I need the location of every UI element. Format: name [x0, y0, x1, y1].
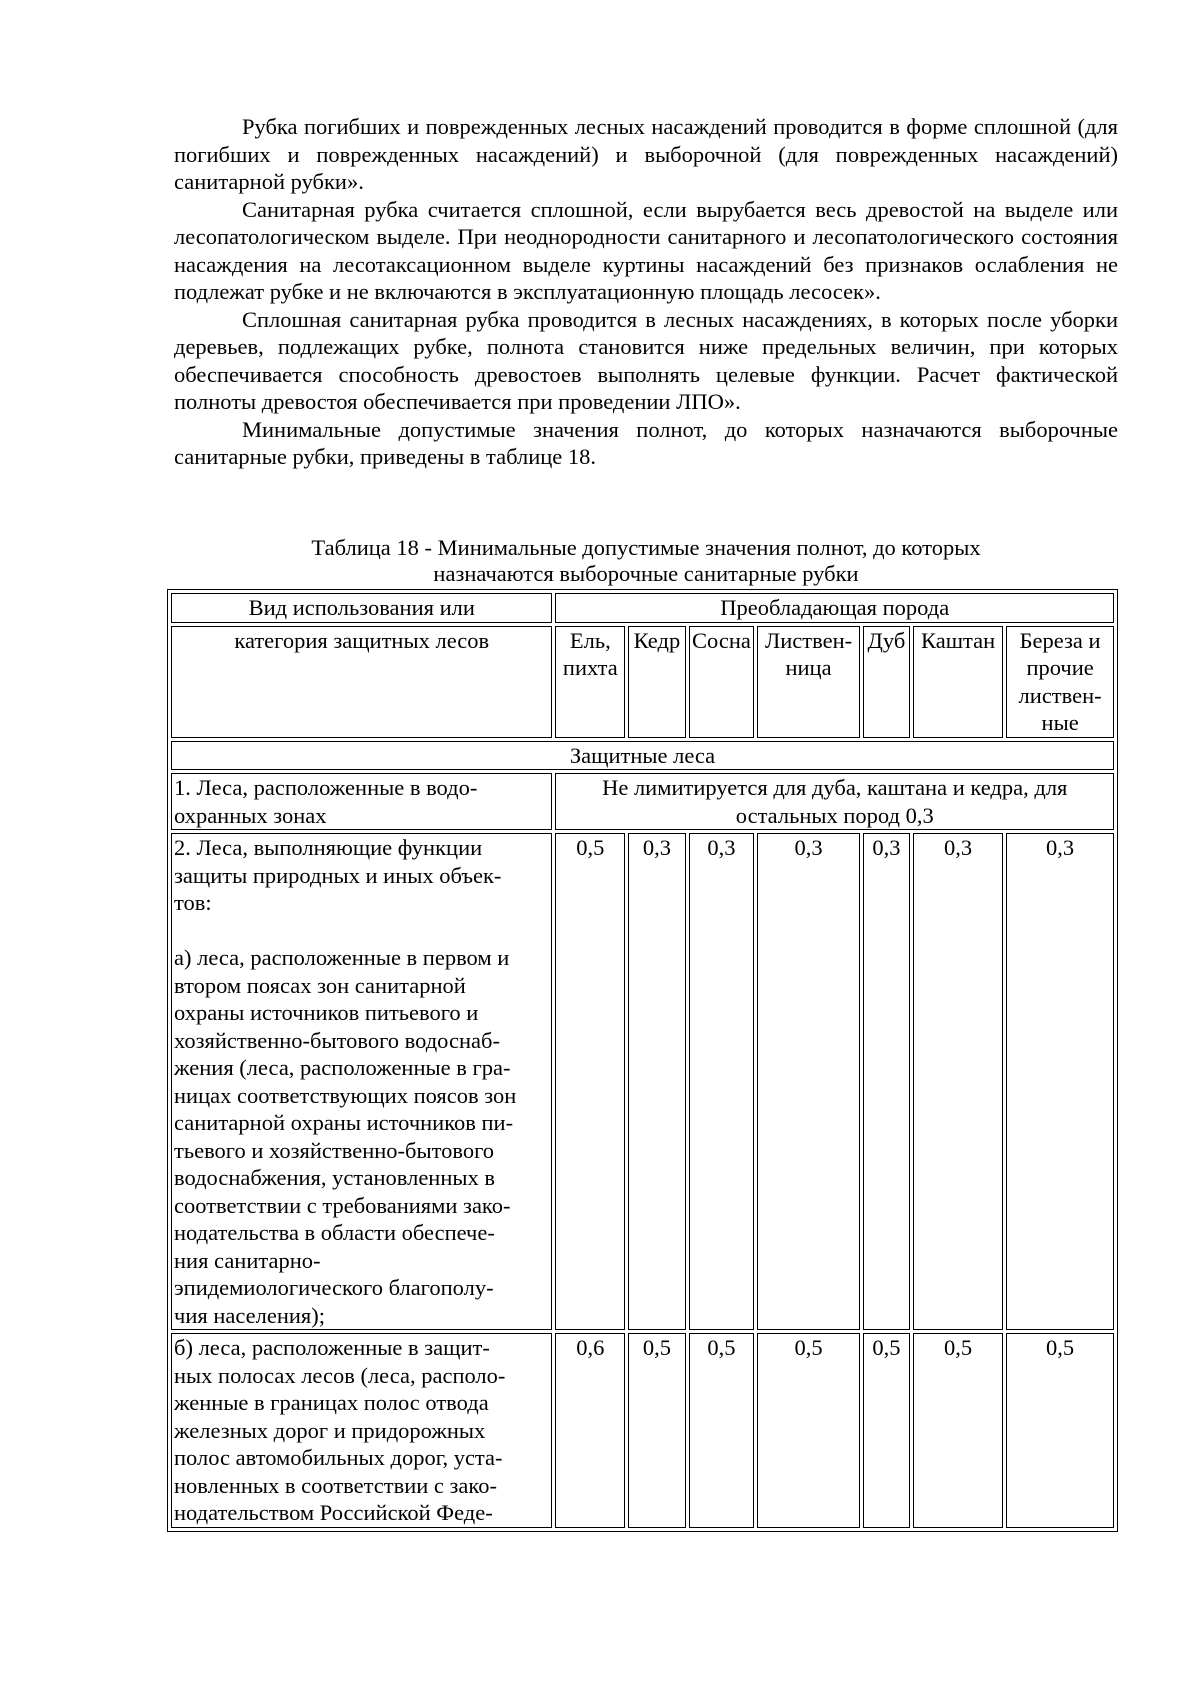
species-cedar: Кедр [628, 626, 685, 738]
row3-value-cedar: 0,5 [628, 1333, 685, 1528]
table-row [171, 833, 1114, 1330]
table-header-row-1 [171, 593, 1114, 623]
row2-label: 2. Леса, выполняющие функции защиты природных и иных объек- тов: а) леса, расположенные в первом и втором поясах зон санитарной охраны источников питьевого и хозяйственно-бытового водоснаб- жения (леса, расположенные в гра- ницах соответствующих поясов зон санитарной охраны источников пи- тьевого и хозяйственно-бытового водоснабжения, установленных в соответствии с требованиями зако- нодательства в области обеспече- ния санитарно- эпидемиологического благополу- чия населения); [171, 833, 552, 1330]
section-protective-forests: Защитные леса [171, 741, 1114, 771]
row3-label: б) леса, расположенные в защит- ных полосах лесов (леса, располо- женные в границах полос отвода железных дорог и придорожных полос автомобильных дорог, уста- новленных в соответствии с зако- нодательством Российской Феде- [171, 1333, 552, 1528]
paragraph-4: Минимальные допустимые значения полнот, до которых назначаются выборочные санитарные рубки, приведены в таблице 18. [174, 416, 1118, 469]
row1-note: Не лимитируется для дуба, каштана и кедра, для остальных пород 0,3 [555, 773, 1114, 830]
header-forest-category: категория защитных лесов [171, 626, 552, 738]
row3-value-oak: 0,5 [863, 1333, 910, 1528]
paragraph-3: Сплошная санитарная рубка проводится в лесных насаждениях, в которых после уборки деревьев, подлежащих рубке, полнота становится ниже предельных величин, при которых обеспечивается способность древостоев выполнять целевые функции. Расчет фактической полноты древостоя обеспечивается при проведении ЛПО». [174, 306, 1118, 414]
table-header-row-2 [171, 626, 1114, 738]
paragraph-2: Санитарная рубка считается сплошной, если вырубается весь древостой на выделе или лесопатологическом выделе. При неоднородности санитарного и лесопатологического состояния насаждения на лесотаксационном выделе куртины насаждений без признаков ослабления не подлежат рубке и не включаются в эксплуатационную площадь лесосек». [174, 196, 1118, 304]
row1-label: 1. Леса, расположенные в водо- охранных зонах [171, 773, 552, 830]
species-spruce-fir: Ель, пихта [555, 626, 625, 738]
row3-value-birch-other: 0,5 [1006, 1333, 1114, 1528]
row2-value-cedar: 0,3 [628, 833, 685, 1330]
header-usage-type: Вид использования или [171, 593, 552, 623]
species-pine: Сосна [689, 626, 755, 738]
header-dominant-species: Преобладающая порода [555, 593, 1114, 623]
caption-line-2: назначаются выборочные санитарные рубки [433, 561, 859, 586]
row2-value-birch-other: 0,3 [1006, 833, 1114, 1330]
section-row [171, 741, 1114, 771]
species-chestnut: Каштан [913, 626, 1003, 738]
paragraph-1: Рубка погибших и поврежденных лесных насаждений проводится в форме сплошной (для погибших и поврежденных насаждений) и выборочной (для поврежденных насаждений) санитарной рубки». [174, 114, 1118, 194]
row3-value-pine: 0,5 [689, 1333, 755, 1528]
caption-line-1: Таблица 18 - Минимальные допустимые значения полнот, до которых [311, 535, 981, 560]
row3-value-spruce-fir: 0,6 [555, 1333, 625, 1528]
row2-value-chestnut: 0,3 [913, 833, 1003, 1330]
table-row [171, 773, 1114, 830]
table-row [171, 1333, 1114, 1528]
row2-value-larch: 0,3 [757, 833, 860, 1330]
row3-value-larch: 0,5 [757, 1333, 860, 1528]
row2-value-oak: 0,3 [863, 833, 910, 1330]
species-oak: Дуб [863, 626, 910, 738]
minimum-density-table [167, 589, 1118, 1532]
species-birch-other: Береза и прочие листвен- ные [1006, 626, 1114, 738]
table-caption [174, 535, 1118, 587]
row2-value-spruce-fir: 0,5 [555, 833, 625, 1330]
row2-value-pine: 0,3 [689, 833, 755, 1330]
species-larch: Листвен- ница [757, 626, 860, 738]
row3-value-chestnut: 0,5 [913, 1333, 1003, 1528]
body-text [174, 113, 1118, 471]
